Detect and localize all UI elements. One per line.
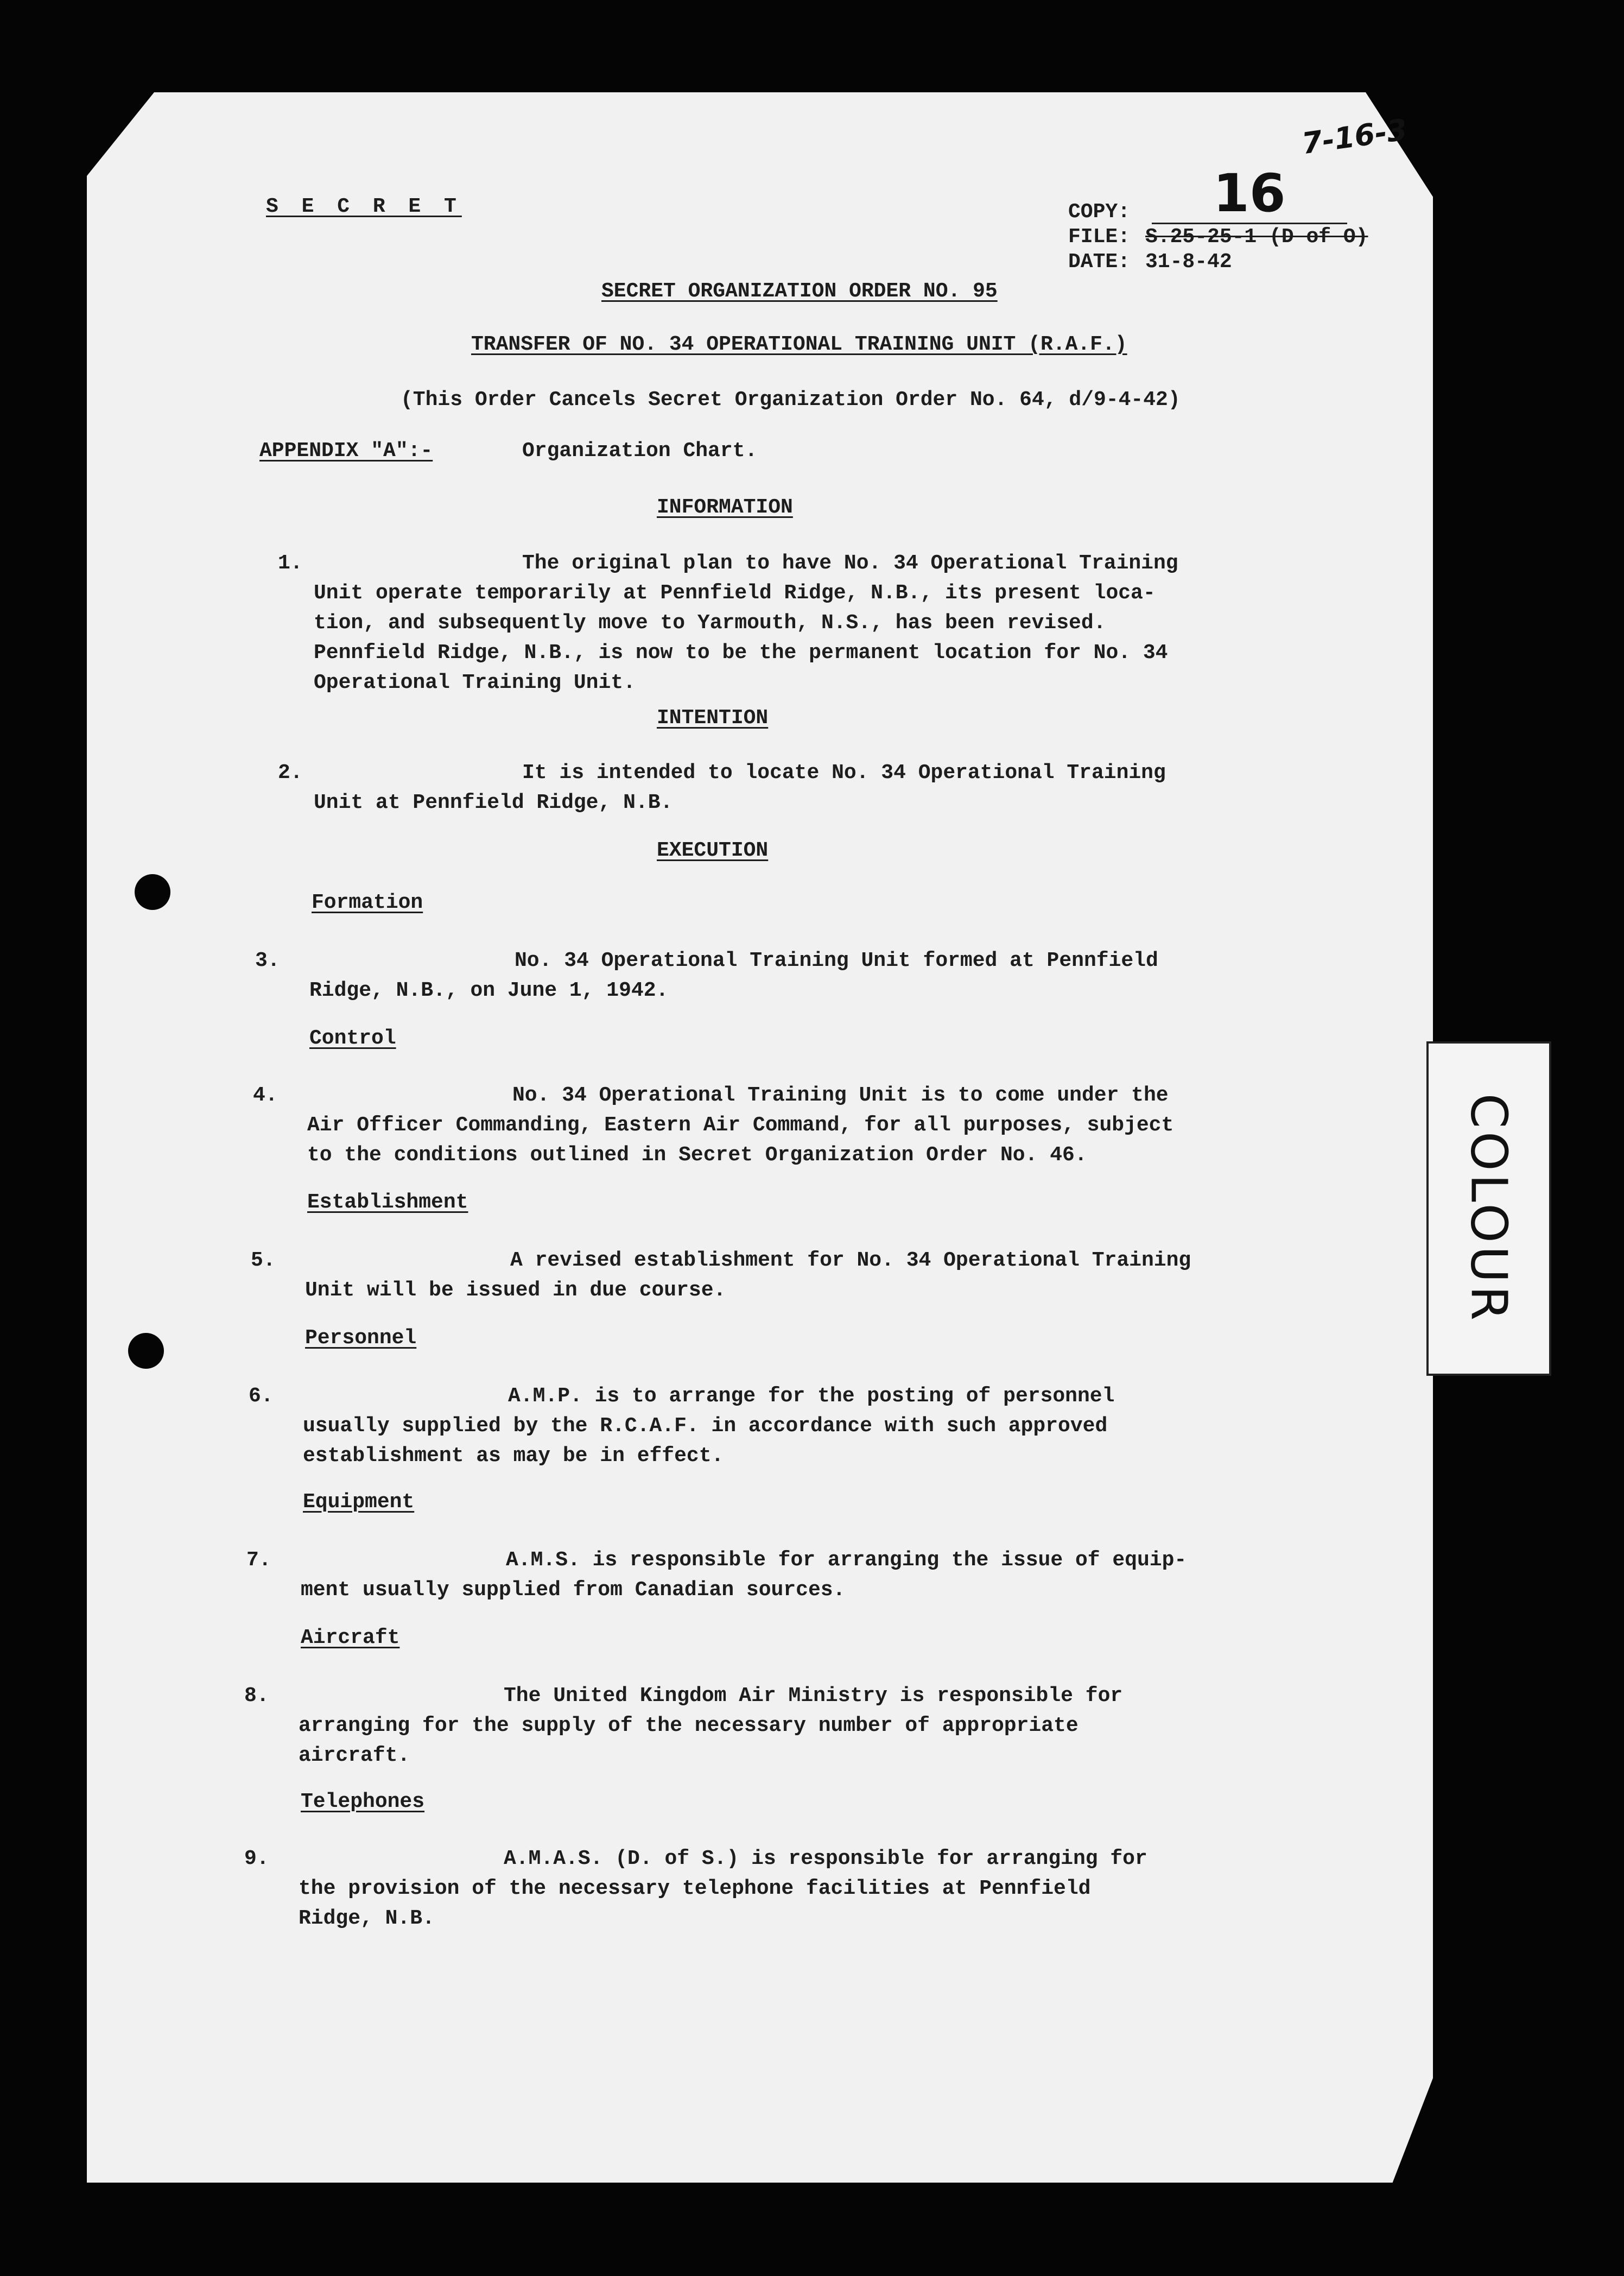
subheading-equipment: Equipment — [303, 1490, 415, 1514]
heading-information: INFORMATION — [657, 496, 793, 519]
paragraph-number: 9. — [244, 1847, 269, 1870]
copy-label: COPY: — [1068, 200, 1131, 224]
paragraph-line: to the conditions outlined in Secret Organization Order No. 46. — [307, 1143, 1087, 1167]
copy-number-handwritten: 16 — [1213, 163, 1286, 224]
subheading-control: Control — [309, 1027, 396, 1050]
paragraph-line: Ridge, N.B., on June 1, 1942. — [309, 979, 669, 1002]
colour-tag — [1426, 1041, 1551, 1376]
colour-tag-label: COLOUR — [1460, 1093, 1518, 1324]
file-value: S.25-25-1 (D of O) — [1145, 225, 1368, 249]
cancels-note: (This Order Cancels Secret Organization Order No. 64, d/9-4-42) — [401, 388, 1181, 412]
subheading-telephones: Telephones — [301, 1790, 425, 1813]
paragraph-line: the provision of the necessary telephone facilities at Pennfield — [299, 1877, 1091, 1900]
heading-intention: INTENTION — [657, 706, 769, 730]
paragraph-line: The United Kingdom Air Ministry is responsible for — [504, 1684, 1123, 1708]
subheading-formation: Formation — [312, 891, 423, 914]
paragraph-line: Operational Training Unit. — [314, 671, 636, 694]
paragraph-line: Unit at Pennfield Ridge, N.B. — [314, 791, 673, 814]
paragraph-number: 4. — [253, 1084, 278, 1107]
paragraph-number: 2. — [278, 761, 303, 785]
paragraph-number: 8. — [244, 1684, 269, 1708]
appendix-value: Organization Chart. — [522, 439, 758, 463]
file-label: FILE: — [1068, 225, 1131, 249]
paragraph-number: 6. — [249, 1384, 274, 1408]
paragraph-line: Unit operate temporarily at Pennfield Ridge, N.B., its present loca- — [314, 581, 1156, 605]
paragraph-line: A.M.P. is to arrange for the posting of personnel — [508, 1384, 1115, 1408]
date-value: 31-8-42 — [1145, 250, 1232, 274]
paragraph-number: 3. — [255, 949, 280, 972]
order-subject: TRANSFER OF NO. 34 OPERATIONAL TRAINING UNIT (R.A.F.) — [471, 333, 1127, 356]
paragraph-line: A.M.A.S. (D. of S.) is responsible for arranging for — [504, 1847, 1147, 1870]
paragraph-line: A.M.S. is responsible for arranging the issue of equip- — [506, 1548, 1187, 1572]
paragraph-number: 5. — [251, 1249, 276, 1272]
paragraph-line: ment usually supplied from Canadian sources. — [301, 1578, 846, 1602]
paragraph-line: Ridge, N.B. — [299, 1907, 435, 1930]
paragraph-line: aircraft. — [299, 1744, 410, 1767]
paragraph-line: No. 34 Operational Training Unit is to come under the — [512, 1084, 1169, 1107]
paragraph-line: No. 34 Operational Training Unit formed at Pennfield — [515, 949, 1158, 972]
paragraph-line: A revised establishment for No. 34 Operational Training — [510, 1249, 1191, 1272]
paragraph-line: The original plan to have No. 34 Operational Training — [522, 552, 1178, 575]
paragraph-number: 7. — [246, 1548, 271, 1572]
paragraph-line: usually supplied by the R.C.A.F. in accordance with such approved — [303, 1414, 1108, 1438]
heading-execution: EXECUTION — [657, 839, 769, 862]
subheading-establishment: Establishment — [307, 1191, 468, 1214]
paragraph-line: arranging for the supply of the necessary number of appropriate — [299, 1714, 1079, 1737]
paragraph-line: Unit will be issued in due course. — [305, 1279, 726, 1302]
order-title: SECRET ORGANIZATION ORDER NO. 95 — [601, 280, 998, 303]
appendix-label: APPENDIX "A":- — [259, 439, 433, 463]
corner-handwritten-note: 7-16-3 — [1299, 112, 1410, 161]
paragraph-line: Air Officer Commanding, Eastern Air Command, for all purposes, subject — [307, 1114, 1174, 1137]
paragraph-line: Pennfield Ridge, N.B., is now to be the permanent location for No. 34 — [314, 641, 1168, 665]
classification-mark: S E C R E T — [266, 195, 462, 218]
punch-hole — [128, 1333, 164, 1369]
paragraph-line: establishment as may be in effect. — [303, 1444, 724, 1468]
subheading-aircraft: Aircraft — [301, 1626, 400, 1649]
subheading-personnel: Personnel — [305, 1326, 417, 1350]
paragraph-line: It is intended to locate No. 34 Operational Training — [522, 761, 1166, 785]
paragraph-line: tion, and subsequently move to Yarmouth, N.S., has been revised. — [314, 611, 1106, 635]
date-label: DATE: — [1068, 250, 1131, 274]
paragraph-number: 1. — [278, 552, 303, 575]
punch-hole — [135, 874, 170, 910]
